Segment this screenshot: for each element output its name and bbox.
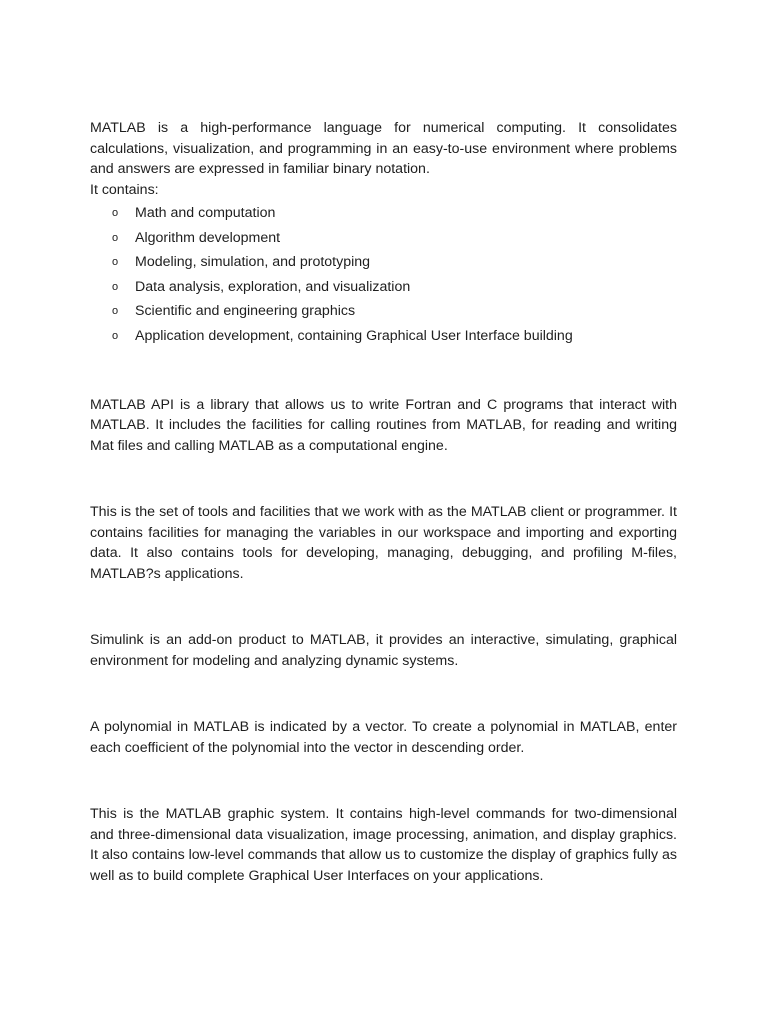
section-gap bbox=[90, 349, 677, 395]
list-item-text: Data analysis, exploration, and visualization bbox=[135, 278, 411, 295]
intro-paragraph: MATLAB is a high-performance language for numerical computing. It consolidates calculations, visualization, and programming in an easy-to-use environment where problems and answers are expressed in familiar binary notation. bbox=[90, 120, 677, 177]
circle-bullet-icon: o bbox=[112, 256, 119, 269]
circle-bullet-icon: o bbox=[112, 305, 119, 318]
list-item-text: Algorithm development bbox=[135, 229, 281, 246]
circle-bullet-icon: o bbox=[112, 329, 119, 342]
contains-label: It contains: bbox=[90, 181, 159, 198]
list-item bbox=[90, 250, 677, 275]
circle-bullet-icon: o bbox=[112, 231, 119, 244]
list-item bbox=[90, 324, 677, 349]
api-paragraph: MATLAB API is a library that allows us to write Fortran and C programs that interact with MATLAB. It includes the facilities for calling routines from MATLAB, for reading and writing Mat files and calling MATLAB as a computational engine. bbox=[90, 396, 677, 454]
list-item bbox=[90, 299, 677, 324]
circle-bullet-icon: o bbox=[112, 207, 119, 219]
list-item bbox=[90, 226, 677, 251]
section-gap bbox=[90, 584, 677, 630]
document-body bbox=[90, 118, 677, 886]
list-item bbox=[90, 275, 677, 300]
section-gap bbox=[90, 758, 677, 804]
list-item-text: Scientific and engineering graphics bbox=[135, 303, 356, 320]
tools-paragraph: This is the set of tools and facilities that we work with as the MATLAB client or programmer. It contains facilities for managing the variables in our workspace and importing and exporting data. It also contains tools for developing, managing, debugging, and profiling M-files, MATLAB?s applications. bbox=[90, 504, 677, 582]
feature-list bbox=[90, 201, 677, 349]
list-item bbox=[90, 201, 677, 226]
circle-bullet-icon: o bbox=[112, 280, 119, 293]
simulink-paragraph: Simulink is an add-on product to MATLAB, it provides an interactive, simulating, graphical environment for modeling and analyzing dynamic systems. bbox=[90, 632, 677, 669]
list-item-text: Modeling, simulation, and prototyping bbox=[135, 254, 371, 271]
section-gap bbox=[90, 456, 677, 502]
polynomial-paragraph: A polynomial in MATLAB is indicated by a vector. To create a polynomial in MATLAB, enter each coefficient of the polynomial into the vector in descending order. bbox=[90, 719, 677, 756]
section-gap bbox=[90, 671, 677, 717]
list-item-text: Application development, containing Graphical User Interface building bbox=[135, 327, 573, 344]
graphics-paragraph: This is the MATLAB graphic system. It contains high-level commands for two-dimensional and three-dimensional data visualization, image processing, animation, and display graphics. It also contains low-level commands that allow us to customize the display of graphics fully as well as to build complete Graphical User Interfaces on your applications. bbox=[90, 806, 677, 884]
list-item-text: Math and computation bbox=[135, 205, 276, 221]
